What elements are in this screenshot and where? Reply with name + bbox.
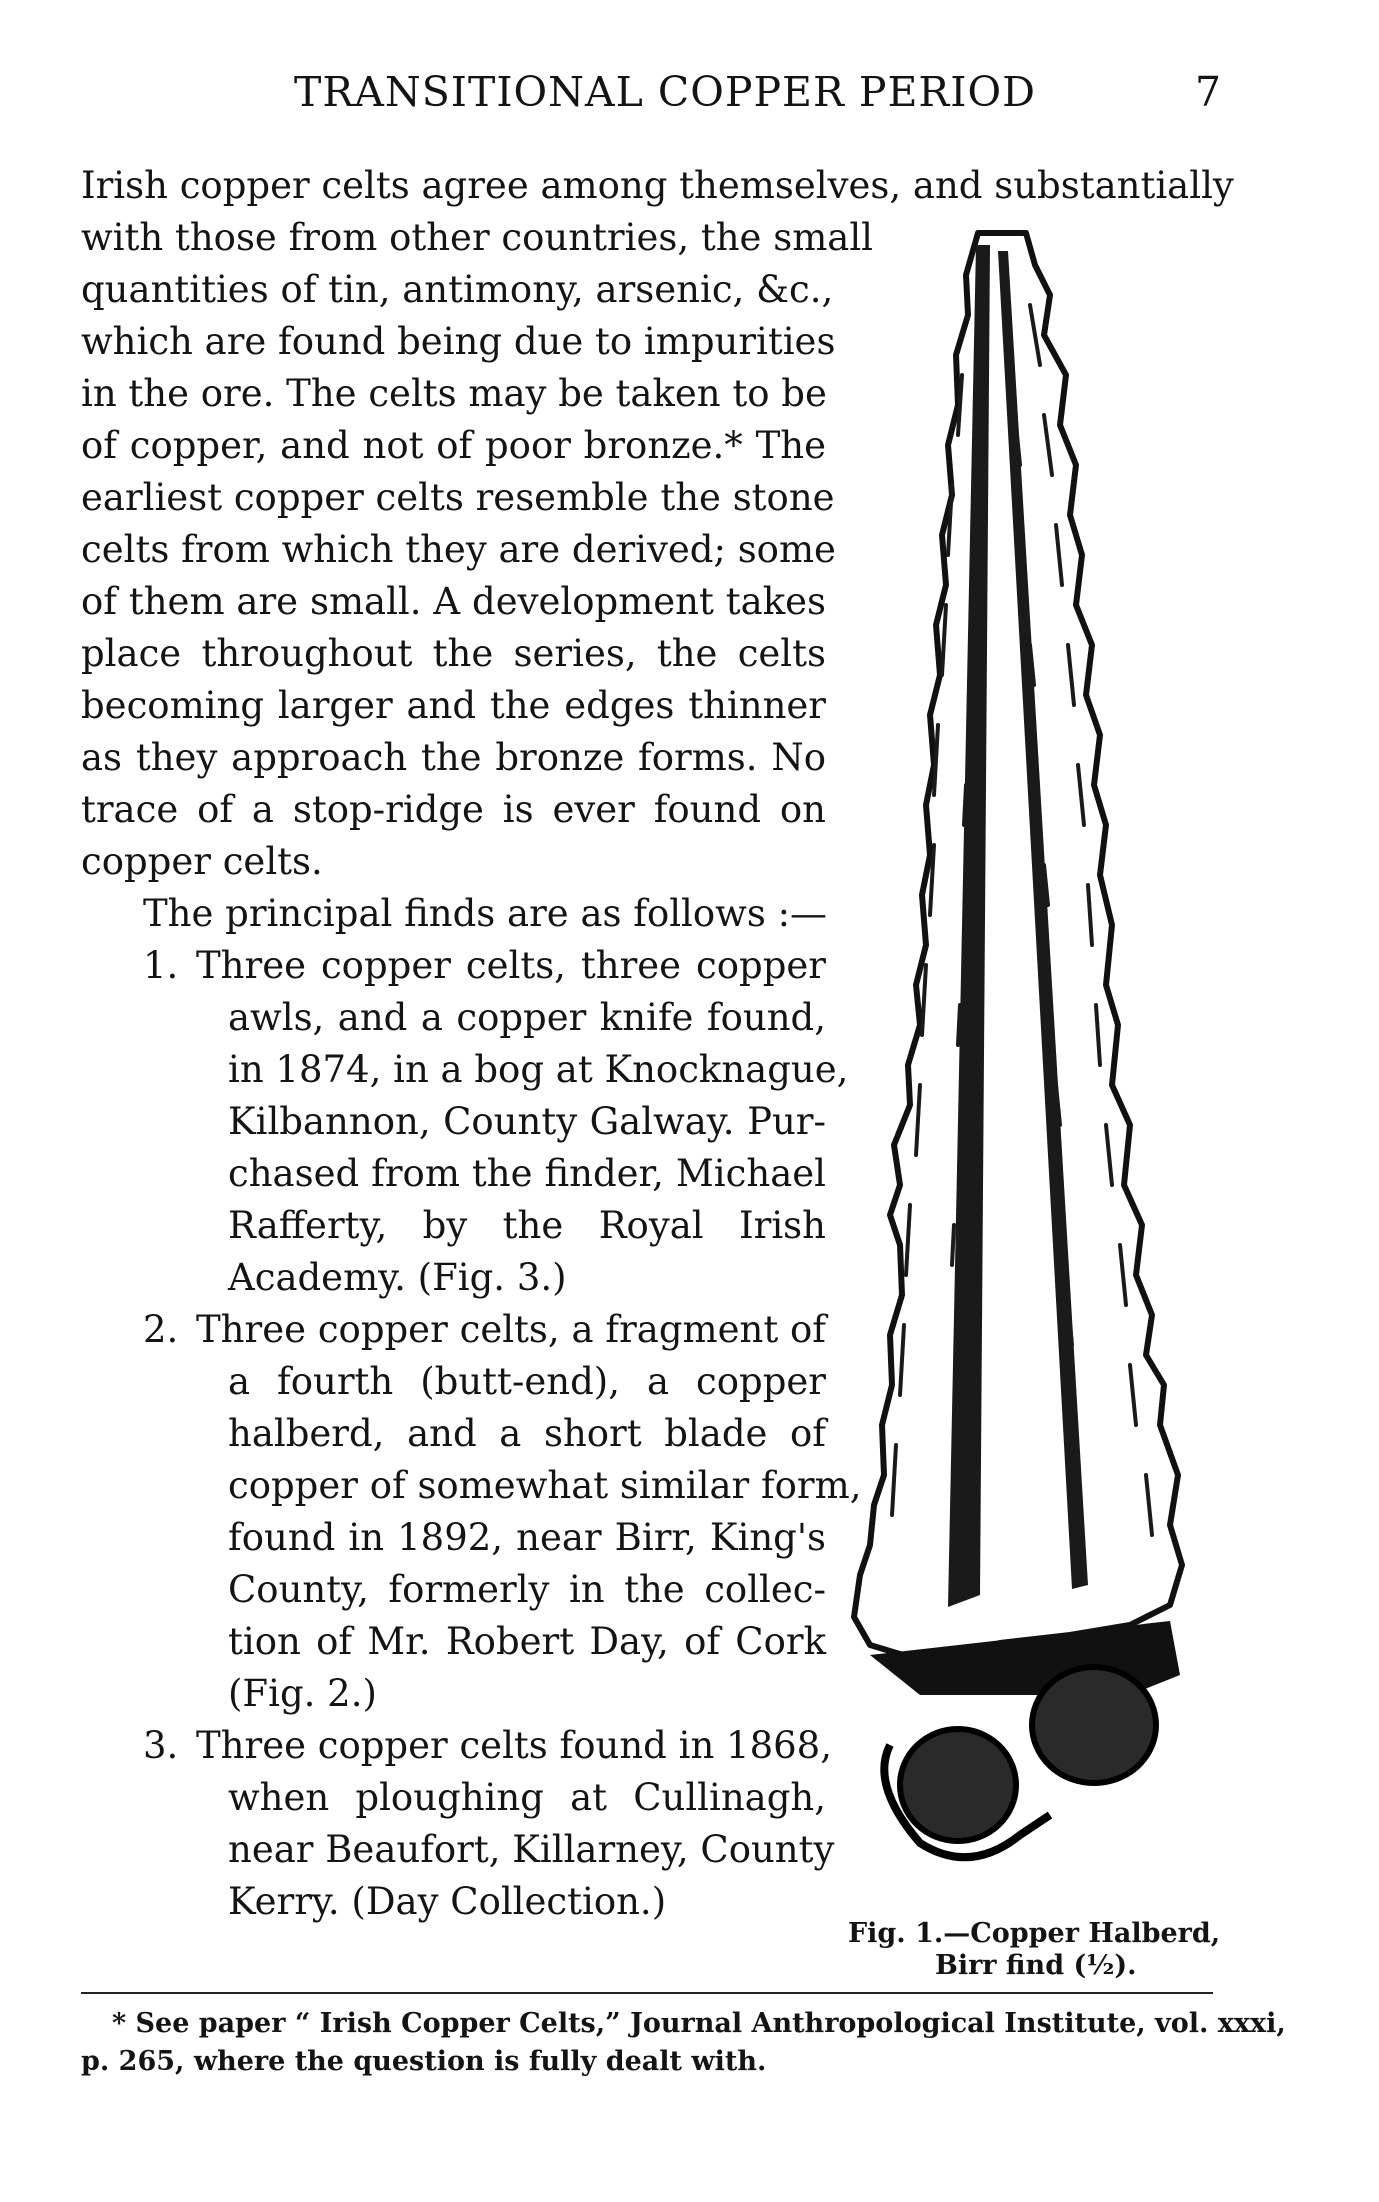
find-line: Rafferty, by the Royal Irish bbox=[228, 1204, 826, 1247]
find-line: copper of somewhat similar form, bbox=[228, 1464, 862, 1507]
rivet-left bbox=[900, 1729, 1016, 1841]
body-line: in the ore. The celts may be taken to be bbox=[81, 372, 827, 415]
copper-halberd-illustration bbox=[830, 225, 1230, 1965]
figure-caption-scale: Birr find (½). bbox=[935, 1950, 1137, 1981]
find-line: chased from the finder, Michael bbox=[228, 1152, 826, 1195]
body-line: with those from other countries, the small bbox=[81, 216, 874, 259]
body-line: celts from which they are derived; some bbox=[81, 528, 836, 571]
body-line: as they approach the bronze forms. No bbox=[81, 736, 826, 779]
find-line: (Fig. 2.) bbox=[228, 1672, 377, 1715]
find-line: in 1874, in a bog at Knocknague, bbox=[228, 1048, 849, 1091]
find-line: tion of Mr. Robert Day, of Cork bbox=[228, 1620, 826, 1663]
figure-caption: Fig. 1.—Copper Halberd, bbox=[848, 1918, 1221, 1949]
body-line: place throughout the series, the celts bbox=[81, 632, 826, 675]
find-line: found in 1892, near Birr, King's bbox=[228, 1516, 826, 1559]
running-head: TRANSITIONAL COPPER PERIOD bbox=[294, 68, 1036, 116]
find-line: County, formerly in the collec- bbox=[228, 1568, 826, 1611]
footnote-rule bbox=[81, 1992, 1213, 1994]
find-line: when ploughing at Cullinagh, bbox=[228, 1776, 826, 1819]
find-line: awls, and a copper knife found, bbox=[228, 996, 826, 1039]
footnote-line: p. 265, where the question is fully dealt with. bbox=[81, 2046, 767, 2077]
find-line: a fourth (butt-end), a copper bbox=[228, 1360, 826, 1403]
find-line: Kilbannon, County Galway. Pur- bbox=[228, 1100, 826, 1143]
rivet-right bbox=[1032, 1667, 1156, 1783]
body-line: becoming larger and the edges thinner bbox=[81, 684, 826, 727]
body-line: of copper, and not of poor bronze.* The bbox=[81, 424, 826, 467]
body-line: quantities of tin, antimony, arsenic, &c., bbox=[81, 268, 834, 311]
find-number: 2. bbox=[143, 1308, 179, 1351]
body-line: earliest copper celts resemble the stone bbox=[81, 476, 835, 519]
finds-intro: The principal finds are as follows :— bbox=[143, 892, 828, 935]
find-line: Kerry. (Day Collection.) bbox=[228, 1880, 667, 1923]
page-number: 7 bbox=[1195, 68, 1223, 116]
find-line: near Beaufort, Killarney, County bbox=[228, 1828, 835, 1871]
body-line: copper celts. bbox=[81, 840, 323, 883]
find-number: 1. bbox=[143, 944, 179, 987]
find-line: Three copper celts found in 1868, bbox=[196, 1724, 832, 1767]
find-line: halberd, and a short blade of bbox=[228, 1412, 826, 1455]
find-line: Academy. (Fig. 3.) bbox=[228, 1256, 567, 1299]
find-line: Three copper celts, three copper bbox=[196, 944, 826, 987]
find-line: Three copper celts, a fragment of bbox=[196, 1308, 826, 1351]
body-line: which are found being due to impurities bbox=[81, 320, 836, 363]
body-line bbox=[81, 160, 1234, 212]
body-line-text: Irish copper celts agree among themselves, and substantially bbox=[81, 164, 1234, 207]
find-number: 3. bbox=[143, 1724, 179, 1767]
footnote-line: * See paper “ Irish Copper Celts,” Journal Anthropological Institute, vol. xxxi, bbox=[112, 2008, 1286, 2039]
body-line: trace of a stop-ridge is ever found on bbox=[81, 788, 826, 831]
body-line: of them are small. A development takes bbox=[81, 580, 826, 623]
